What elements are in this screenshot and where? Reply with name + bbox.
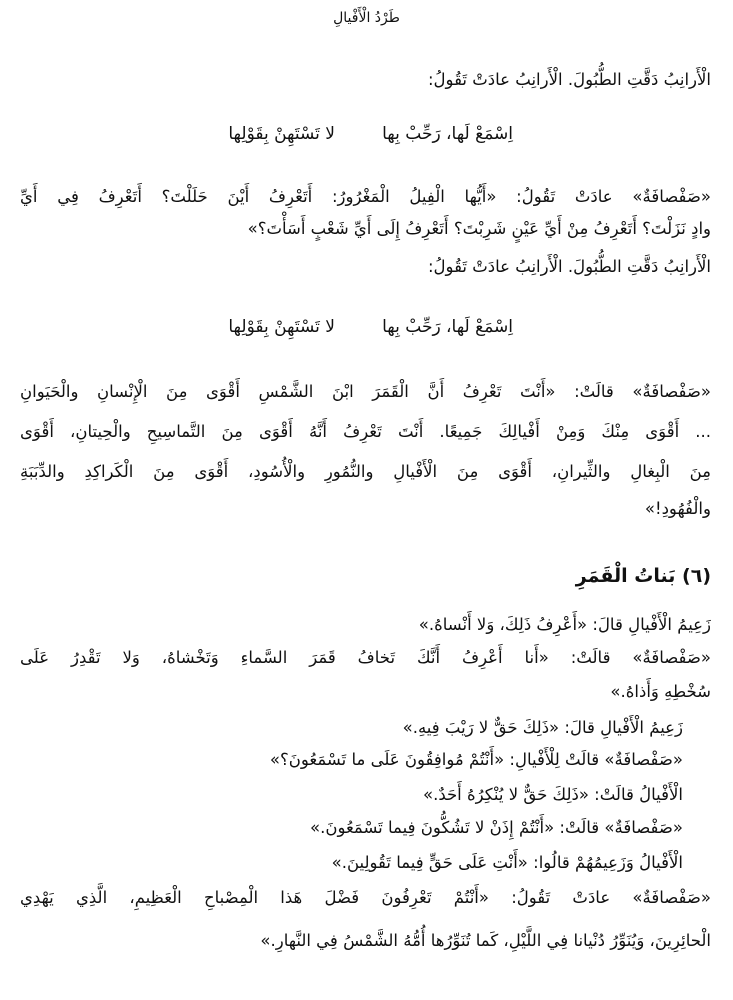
paragraph-line: وادٍ نَزَلْتَ؟ أَتَعْرِفُ مِنْ أَيِّ عَيْنٍ شَرِبْتَ؟ أَتَعْرِفُ إِلَى أَيِّ شَعْبٍ أَسَأْتَ؟» [247, 219, 711, 238]
dialogue-line: «صَفْصافَةٌ» قالَتْ لِلْأَفْيالِ: «أَنْتُمْ مُوافِقُونَ عَلَى ما تَسْمَعُونَ؟» [269, 750, 683, 769]
refrain-line: الْأَرانِبُ دَقَّتِ الطُّبُولَ. الْأَرانِبُ عادَتْ تَقُولُ: [428, 257, 711, 276]
paragraph-line: والْفُهُودِ!» [644, 499, 711, 518]
section-heading: (٦) بَناتُ الْقَمَرِ [575, 565, 711, 587]
dialogue-line: الْأَفْيالُ وَزَعِيمُهُمْ قالُوا: «أَنْتِ عَلَى حَقٍّ فِيما تَقُولِينَ.» [331, 853, 683, 872]
dialogue-line: «صَفْصافَةٌ» عادَتْ تَقُولُ: «أَنْتُمْ تَعْرِفُونَ فَضْلَ هَذا الْمِصْباحِ الْعَظِيمِ، الَّذِي يَهْدِي [20, 888, 711, 907]
verse-second-hemistich: لا تَسْتَهِنْ بِقَوْلِها [228, 124, 335, 144]
verse-first-hemistich: اِسْمَعْ لَها، رَحِّبْ بِها [382, 124, 513, 144]
refrain-line: الْأَرانِبُ دَقَّتِ الطُّبُولَ. الْأَرانِبُ عادَتْ تَقُولُ: [428, 70, 711, 89]
dialogue-line: زَعِيمُ الْأَفْيالِ قالَ: «أَعْرِفُ ذَلِكَ، وَلا أَنْساهُ.» [418, 615, 711, 634]
dialogue-line: الْحائِرِينَ، وَيُنَوِّرُ دُنْيانا فِي اللَّيْلِ، كَما تُنَوِّرُها أُمُّهُ الشَّمْسُ فِي النَّهارِ.» [260, 931, 711, 950]
dialogue-line: زَعِيمُ الْأَفْيالِ قالَ: «ذَلِكَ حَقٌّ لا رَيْبَ فِيهِ.» [402, 718, 683, 737]
paragraph-line: مِنَ الْبِغالِ والثِّيرانِ، أَقْوَى مِنَ الْأَفْيالِ والنُّمُورِ والْأُسُودِ، أَقْوَى مِنَ الْكَراكِدِ والدِّبَبَةِ [20, 462, 711, 481]
verse-second-hemistich: لا تَسْتَهِنْ بِقَوْلِها [228, 317, 335, 337]
paragraph-line: «صَفْصافَةٌ» عادَتْ تَقُولُ: «أَيُّها الْفِيلُ الْمَغْرُورُ: أَتَعْرِفُ أَيْنَ حَلَلْتَ؟ أَتَعْرِفُ فِي أَيِّ [20, 187, 711, 206]
dialogue-line: «صَفْصافَةٌ» قالَتْ: «أَنْتُمْ إِذَنْ لا تَشُكُّونَ فِيما تَسْمَعُونَ.» [309, 818, 683, 837]
dialogue-line: الْأَفْيالُ قالَتْ: «ذَلِكَ حَقٌّ لا يُنْكِرُهُ أَحَدٌ.» [422, 785, 683, 804]
paragraph-line: ... أَقْوَى مِنْكَ وَمِنْ أَفْيالِكَ جَمِيعًا. أَنْتَ تَعْرِفُ أَنَّهُ أَقْوَى مِنَ التَّماسِيحِ والْحِيتانِ، أَقْوَى [20, 422, 711, 441]
dialogue-line: سُخْطِهِ وَأَذاهُ.» [610, 682, 711, 701]
running-header: طَرْدُ الْأَفْيالِ [333, 10, 400, 26]
paragraph-line: «صَفْصافَةٌ» قالَتْ: «أَنْتَ تَعْرِفُ أَنَّ الْقَمَرَ ابْنَ الشَّمْسِ أَقْوَى مِنَ الْإِنْسانِ والْحَيَوانِ [20, 382, 711, 401]
verse-first-hemistich: اِسْمَعْ لَها، رَحِّبْ بِها [382, 317, 513, 337]
dialogue-line: «صَفْصافَةٌ» قالَتْ: «أَنا أَعْرِفُ أَنَّكَ تَخافُ قَمَرَ السَّماءِ وَتَخْشاهُ، وَلا تَقْدِرُ عَلَى [20, 648, 711, 667]
